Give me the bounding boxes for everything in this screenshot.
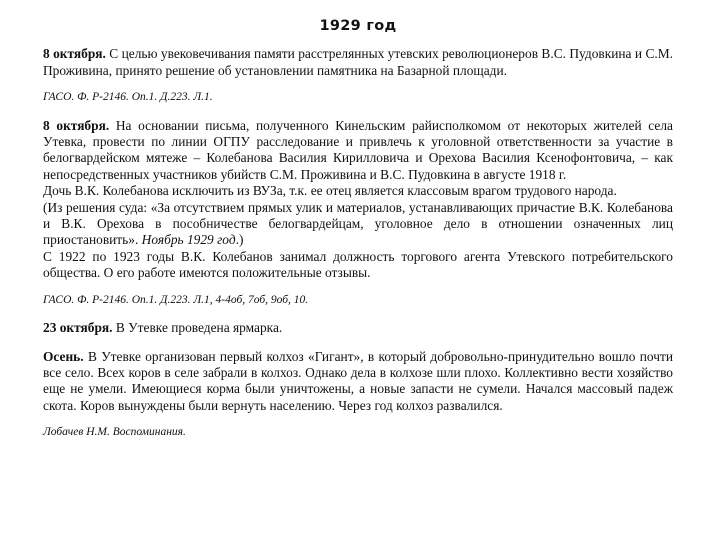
entry-1 <box>43 46 673 79</box>
entry-2-p1 <box>43 118 673 184</box>
document-page <box>43 18 673 453</box>
entry-3-date: 23 октября. <box>43 320 113 336</box>
entry-3-text: В Утевке проведена ярмарка. <box>115 320 283 336</box>
entry-3 <box>43 320 673 336</box>
entry-2-p3-date: Ноябрь 1929 год <box>141 232 236 248</box>
entry-1-source: ГАСО. Ф. Р-2146. Оп.1. Д.223. Л.1. <box>43 91 213 104</box>
entry-2-p3 <box>43 200 673 249</box>
entry-4-date: Осень. <box>43 348 84 364</box>
entry-1-text: С целью увековечивания памяти расстрелянных утевских революционеров В.С. Пудовкина и С.М. Проживина, принято решение об установлении памятника на Базарной площади. <box>43 46 673 78</box>
entry-4-text: В Утевке организован первый колхоз «Гигант», в который добровольно-принудительно вошло почти все село. Всех коров в селе забрали в колхоз. Однако дела в колхозе шли плохо. Коллективно вести хозяйство еще не умели. Имеющиеся корма были уничтожены, а новые запасти не сумели. Начался массовый падеж скота. Коров вынуждены были вернуть населению. Через год колхоз развалился. <box>43 348 673 413</box>
entry-2-date: 8 октября. <box>43 117 110 133</box>
entry-2-text: На основании письма, полученного Кинельским райисполкомом от некоторых жителей села Утевка, провести по линии ОГПУ расследование и привлечь к уголовной ответственности за участие в белогвардейском мятеже – Колебанова Василия Кирилловича и Орехова Василия Ксенофонтовича, – как непосредственных участников убийств С.М. Проживина и В.С. Пудовкина в августе 1918 г. <box>43 117 673 182</box>
page-title: 1929 год <box>319 18 397 34</box>
entry-2-p3-text: (Из решения суда: «За отсутствием прямых улик и материалов, устанавливающих причастие В.К. Колебанова и В.К. Орехова в пособничестве белогвардейцам, уголовное дело в отношении означенных лиц приостановить». <box>43 199 673 248</box>
entry-4-source: Лобачев Н.М. Воспоминания. <box>43 426 186 439</box>
entry-1-date: 8 октября. <box>43 46 106 62</box>
entry-2-p3-end: .) <box>235 232 244 248</box>
entry-2-p4: С 1922 по 1923 годы В.К. Колебанов занимал должность торгового агента Утевского потребительского общества. О его работе имеются положительные отзывы. <box>43 248 673 281</box>
entry-2-source: ГАСО. Ф. Р-2146. Оп.1. Д.223. Л.1, 4-4об, 7об, 9об, 10. <box>43 293 309 306</box>
entry-4 <box>43 349 673 415</box>
entry-2-p2: Дочь В.К. Колебанова исключить из ВУЗа, т.к. ее отец является классовым врагом трудового народа. <box>43 183 617 199</box>
